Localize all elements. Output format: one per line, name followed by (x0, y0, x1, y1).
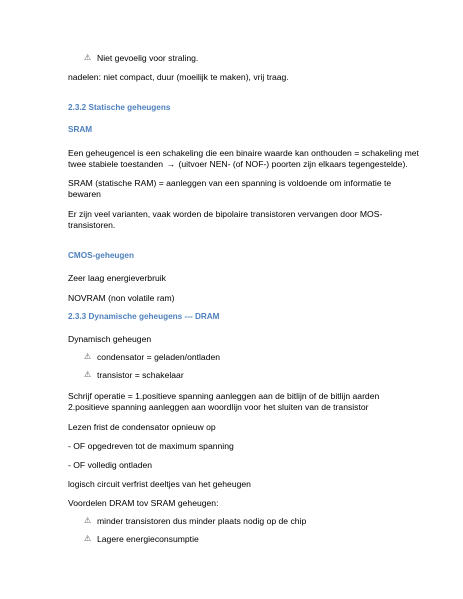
subsection-heading: CMOS-geheugen (68, 251, 134, 260)
paragraph: Schrijf operatie = 1.positieve spanning aanleggen aan de bitlijn of de bitlijn aarden (68, 391, 380, 401)
paragraph: Dynamisch geheugen (68, 334, 152, 344)
right-arrow-icon: → (166, 159, 176, 169)
list-item-text: minder transistoren dus minder plaats nodig op de chip (97, 516, 307, 526)
list-item (84, 52, 198, 64)
paragraph-text: twee stabiele toestanden (68, 159, 164, 169)
paragraph: Voordelen DRAM tov SRAM geheugen: (68, 498, 219, 508)
paragraph: Lezen frist de condensator opnieuw op (68, 422, 216, 432)
list-item (84, 351, 220, 363)
paragraph: transistoren. (68, 220, 116, 230)
paragraph-text: (uitvoer NEN- (of NOF-) poorten zijn elkaars tegengestelde). (178, 159, 408, 169)
paragraph: bewaren (68, 189, 101, 199)
triangle-bullet-icon: ⚠ (84, 53, 92, 62)
paragraph: - OF volledig ontladen (68, 460, 153, 470)
paragraph: logisch circuit verfrist deeltjes van het geheugen (68, 479, 251, 489)
paragraph: Zeer laag energieverbruik (68, 273, 166, 283)
list-item-text: transistor = schakelaar (97, 370, 184, 380)
list-item-text: Lagere energieconsumptie (97, 534, 199, 544)
paragraph: - OF opgedreven tot de maximum spanning (68, 441, 234, 451)
paragraph: Er zijn veel varianten, vaak worden de bipolaire transistoren vervangen door MOS- (68, 209, 383, 219)
paragraph: Een geheugencel is een schakeling die een binaire waarde kan onthouden = schakeling met (68, 148, 419, 158)
paragraph: nadelen: niet compact, duur (moeilijk te maken), vrij traag. (68, 72, 289, 82)
paragraph: 2.positieve spanning aanleggen aan woordlijn voor het sluiten van de transistor (68, 402, 369, 412)
triangle-bullet-icon: ⚠ (84, 370, 92, 379)
list-item-text: condensator = geladen/ontladen (97, 352, 221, 362)
paragraph: SRAM (statische RAM) = aanleggen van een spanning is voldoende om informatie te (68, 178, 392, 188)
list-item (84, 533, 199, 545)
triangle-bullet-icon: ⚠ (84, 352, 92, 361)
section-heading: 2.3.2 Statische geheugens (68, 103, 171, 112)
subsection-heading: SRAM (68, 125, 93, 134)
list-item (84, 515, 306, 527)
section-heading: 2.3.3 Dynamische geheugens --- DRAM (68, 312, 220, 321)
list-item-text: Niet gevoelig voor straling. (97, 53, 199, 63)
paragraph: NOVRAM (non volatile ram) (68, 293, 175, 303)
paragraph (68, 158, 408, 170)
triangle-bullet-icon: ⚠ (84, 534, 92, 543)
list-item (84, 369, 184, 381)
triangle-bullet-icon: ⚠ (84, 516, 92, 525)
